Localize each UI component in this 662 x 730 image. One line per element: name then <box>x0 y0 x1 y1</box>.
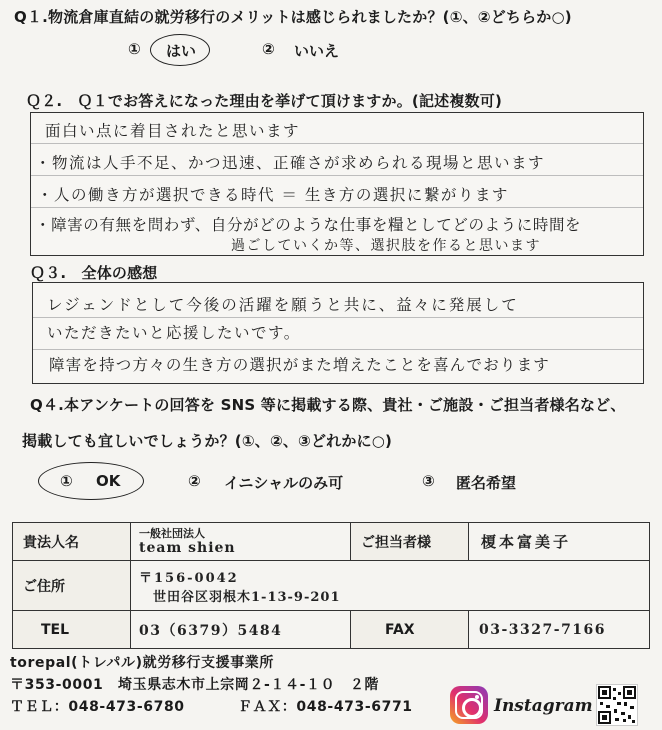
q3-answer-line: 障害を持つ方々の生き方の選択がまた増えたことを喜んでおります <box>49 356 551 374</box>
q1-option1-label[interactable]: はい <box>166 42 197 60</box>
corp-name-label: 貴法人名 <box>13 523 131 561</box>
q1-question: Q１.物流倉庫直結の就労移行のメリットは感じられましたか？(①、②どちらか○) <box>14 8 572 26</box>
instagram-icon[interactable] <box>450 686 488 724</box>
q4-question-line1: Q４.本アンケートの回答を SNS 等に掲載する際、貴社・ご施設・ご担当者様名など、 <box>30 396 626 414</box>
q4-option1-number: ① <box>60 472 73 490</box>
fax-label: FAX <box>351 611 469 649</box>
q4-option2-number: ② <box>188 472 201 490</box>
q1-option1-number: ① <box>128 40 141 58</box>
contact-person-value[interactable]: 榎本富美子 <box>469 523 650 561</box>
postal-code: 〒156-0042 <box>139 570 239 586</box>
q4-option2-label[interactable]: イニシャルのみ可 <box>224 474 344 492</box>
q2-answer-line: 面白い点に着目されたと思います <box>45 122 301 140</box>
q4-question-line2: 掲載しても宜しいでしょうか？(①、②、③どれかに○) <box>22 432 393 450</box>
footer-org-name: torepal(トレパル)就労移行支援事業所 <box>10 655 274 671</box>
address-label: ご住所 <box>13 561 131 611</box>
corp-name-field[interactable] <box>131 523 351 561</box>
q2-answer-line: ・障害の有無を問わず、自分がどのような仕事を糧としてどのように時間を <box>35 216 582 234</box>
q3-answer-line: いただきたいと応援したいです。 <box>47 324 301 342</box>
qr-code-icon[interactable] <box>596 684 638 726</box>
fax-value[interactable]: 03-3327-7166 <box>469 611 650 649</box>
corp-name-value: team shien <box>139 539 236 556</box>
footer-address: 〒353-0001 埼玉県志木市上宗岡２‐１４‐１０ ２階 <box>10 677 380 693</box>
q2-answer-line: 過ごしていくか等、選択肢を作ると思います <box>231 238 541 254</box>
q2-question: Ｑ２. Ｑ１でお答えになった理由を挙げて頂けますか。(記述複数可) <box>26 92 503 110</box>
q4-option3-number: ③ <box>422 472 435 490</box>
footer-fax: ＦＡＸ：048‐473‐6771 <box>238 699 413 715</box>
q4-option3-label[interactable]: 匿名希望 <box>456 474 517 492</box>
q3-answer-line: レジェンドとして今後の活躍を願うと共に、益々に発展して <box>47 296 519 314</box>
q2-answer-line: ・物流は人手不足、かつ迅速、正確さが求められる現場と思います <box>35 154 546 172</box>
instagram-wordmark[interactable]: Instagram <box>494 696 593 716</box>
q1-option2-number: ② <box>262 40 275 58</box>
q4-selected-circle <box>38 462 144 500</box>
address-value: 世田谷区羽根木1-13-9-201 <box>153 589 341 605</box>
q3-question: Ｑ３. 全体の感想 <box>30 264 158 282</box>
q1-selected-circle <box>150 34 210 66</box>
address-field[interactable] <box>131 561 650 611</box>
q2-answer-box[interactable] <box>30 112 644 256</box>
tel-label: TEL <box>13 611 131 649</box>
tel-value[interactable]: 03（6379）5484 <box>131 611 351 649</box>
q2-answer-line: ・人の働き方が選択できる時代 ＝ 生き方の選択に繋がります <box>37 186 509 204</box>
q4-option1-label[interactable]: OK <box>96 472 121 490</box>
contact-info-table <box>12 522 650 649</box>
q3-answer-box[interactable] <box>32 282 644 384</box>
contact-person-label: ご担当者様 <box>351 523 469 561</box>
footer-tel: ＴＥＬ：048‐473‐6780 <box>10 699 185 715</box>
corp-name-type: 一般社団法人 <box>139 526 205 540</box>
q1-option2-label[interactable]: いいえ <box>294 42 340 60</box>
